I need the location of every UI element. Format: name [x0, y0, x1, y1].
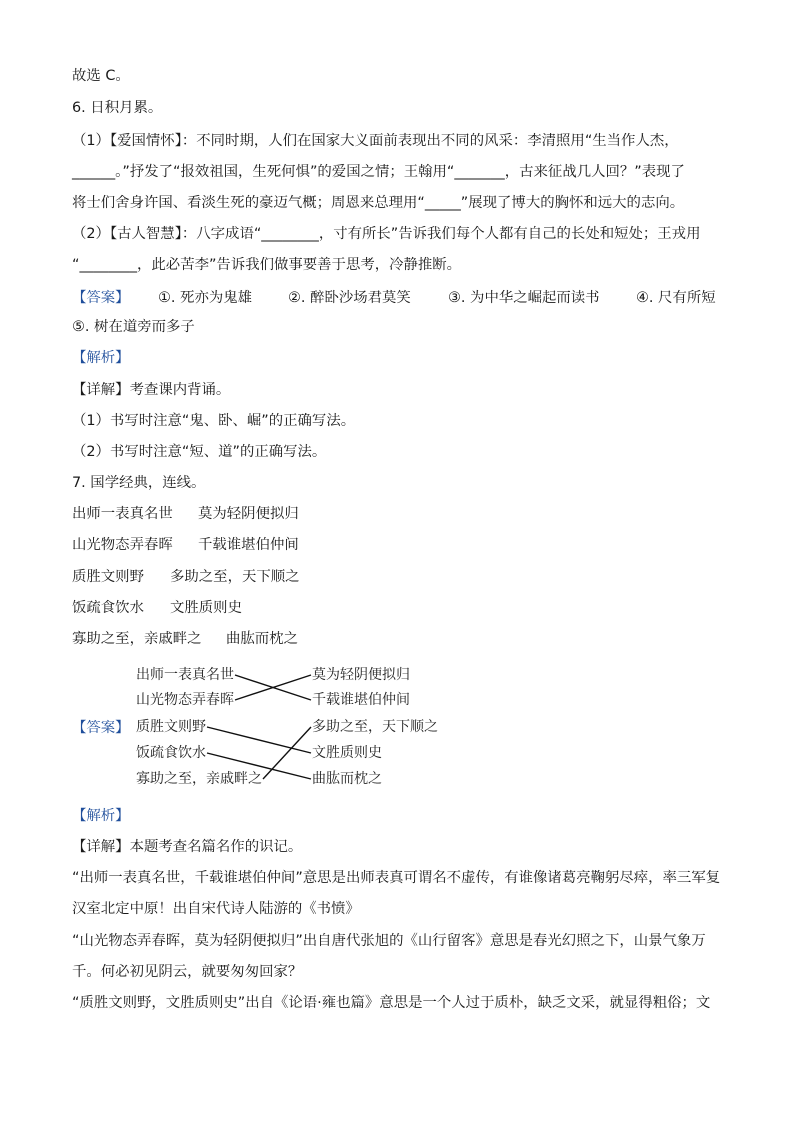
match-connector	[207, 727, 311, 753]
text-line: 【详解】本题考查名篇名作的识记。	[72, 839, 303, 855]
answer-item: ④. 尺有所短	[636, 290, 716, 306]
text-line: （1）【爱国情怀】：不同时期，人们在国家大义面前表现出不同的风采：李清照用“生当作人杰，	[72, 133, 679, 149]
match-right-item: 莫为轻阴便拟归	[312, 667, 410, 683]
text-line: “质胜文则野，文胜质则史”出自《论语·雍也篇》意思是一个人过于质朴，缺乏文采，就显得粗俗；文	[72, 995, 711, 1011]
question-7-title: 7. 国学经典，连线。	[72, 475, 206, 491]
text-line: “________，此必苦李”告诉我们做事要善于思考，冷静推断。	[72, 257, 462, 273]
pair-left: 质胜文则野	[72, 569, 144, 585]
match-left-item: 寡助之至，亲戚畔之	[136, 771, 262, 787]
match-right-item: 多助之至，天下顺之	[312, 719, 438, 735]
text-line: “山光物态弄春晖，莫为轻阴便拟归”出自唐代张旭的《山行留客》意思是春光幻照之下，山景气象万	[72, 933, 706, 949]
match-right-item: 文胜质则史	[312, 745, 382, 761]
matching-answer-figure	[128, 658, 458, 798]
match-connector	[263, 727, 311, 779]
pair-left: 寡助之至，亲戚畔之	[72, 631, 202, 647]
analysis-label: 【解析】	[72, 808, 130, 824]
text-line: 故选 C。	[72, 68, 130, 84]
match-right-item: 曲肱而枕之	[312, 771, 382, 787]
pair-right: 莫为轻阴便拟归	[198, 506, 299, 522]
question-6-title: 6. 日积月累。	[72, 100, 163, 116]
match-left-item: 山光物态弄春晖	[136, 692, 234, 708]
text-line: ______。”抒发了“报效祖国，生死何惧”的爱国之情；王翰用“_______，古来征战几人回？”表现了	[72, 164, 685, 180]
answer-item: ①. 死亦为鬼雄	[158, 290, 253, 306]
answer-item: ⑤. 树在道旁而多子	[72, 319, 195, 335]
text-line: 千。何必初见阴云，就要匆匆回家？	[72, 964, 303, 980]
answer-item: ③. 为中华之崛起而读书	[448, 290, 600, 306]
text-line: （2）【古人智慧】：八字成语“________，寸有所长”告诉我们每个人都有自己的长处和短处；王戎用	[72, 226, 701, 242]
text-line: 【详解】考查课内背诵。	[72, 382, 231, 398]
text-line: （1）书写时注意“鬼、卧、崛”的正确写法。	[72, 413, 356, 429]
text-line: （2）书写时注意“短、道”的正确写法。	[72, 444, 327, 460]
answer-label: 【答案】	[72, 720, 130, 736]
text-line: 汉室北定中原！出自宋代诗人陆游的《书愤》	[72, 901, 360, 917]
pair-right: 文胜质则史	[170, 600, 242, 616]
answer-item: ②. 醉卧沙场君莫笑	[288, 290, 411, 306]
pair-left: 饭疏食饮水	[72, 600, 144, 616]
match-right-item: 千载谁堪伯仲间	[312, 692, 410, 708]
match-left-item: 出师一表真名世	[136, 667, 234, 683]
pair-right: 多助之至，天下顺之	[170, 569, 300, 585]
match-left-item: 质胜文则野	[136, 719, 206, 735]
pair-left: 出师一表真名世	[72, 506, 173, 522]
answer-label: 【答案】	[72, 290, 130, 306]
pair-right: 千载谁堪伯仲间	[198, 537, 299, 553]
analysis-label: 【解析】	[72, 350, 130, 366]
pair-right: 曲肱而枕之	[226, 631, 298, 647]
text-line: 将士们舍身许国、看淡生死的豪迈气概；周恩来总理用“_____”展现了博大的胸怀和远大的志向。	[72, 195, 685, 211]
match-left-item: 饭疏食饮水	[136, 745, 206, 761]
text-line: “出师一表真名世，千载谁堪伯仲间”意思是出师表真可谓名不虚传，有谁像诸葛亮鞠躬尽瘁，率三军复	[72, 870, 721, 886]
pair-left: 山光物态弄春晖	[72, 537, 173, 553]
